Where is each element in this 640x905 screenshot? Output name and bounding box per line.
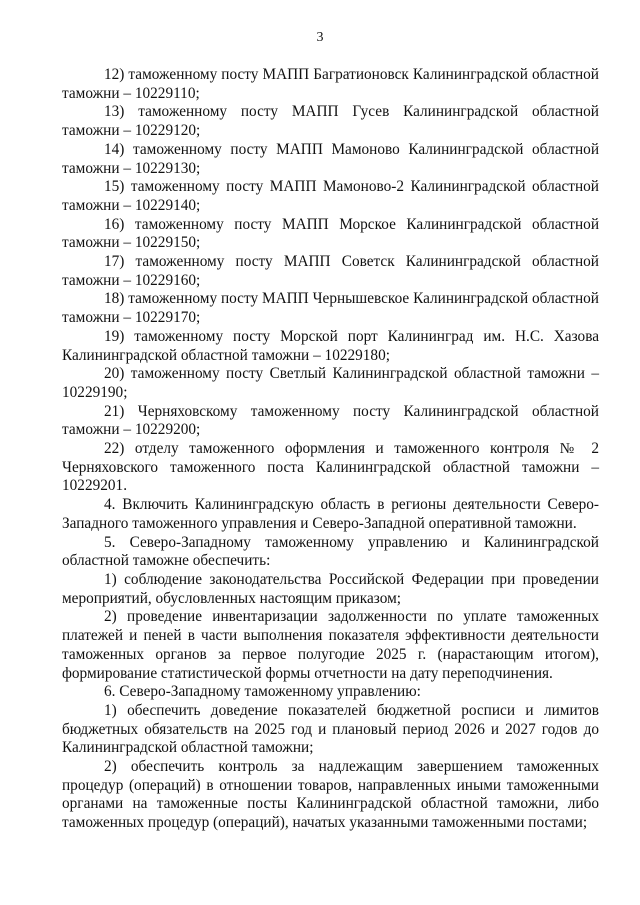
paragraph-section-6-item-1: 1) обеспечить доведение показателей бюджетной росписи и лимитов бюджетных обязательств на 2025 год и плановый период 2026 и 2027 годов до Калининградской областной таможни;	[62, 701, 599, 757]
paragraph-section-5-item-1: 1) соблюдение законодательства Российской Федерации при проведении мероприятий, обусловленных настоящим приказом;	[62, 570, 599, 607]
paragraph-item-12: 12) таможенному посту МАПП Багратионовск Калининградской областной таможни – 10229110;	[62, 66, 599, 102]
document-body	[62, 66, 599, 833]
paragraph-section-5: 5. Северо-Западному таможенному управлению и Калининградской областной таможне обеспечить:	[62, 533, 599, 570]
paragraph-item-18: 18) таможенному посту МАПП Чернышевское Калининградской областной таможни – 10229170;	[62, 290, 599, 327]
paragraph-item-16: 16) таможенному посту МАПП Морское Калининградской областной таможни – 10229150;	[62, 215, 599, 252]
paragraph-item-15: 15) таможенному посту МАПП Мамоново-2 Калининградской областной таможни – 10229140;	[62, 178, 599, 214]
paragraph-item-21: 21) Черняховскому таможенному посту Калининградской областной таможни – 10229200;	[62, 402, 599, 439]
paragraph-item-22: 22) отделу таможенного оформления и таможенного контроля № 2 Черняховского таможенного поста Калининградской областной таможни – 10229201.	[62, 440, 599, 495]
paragraph-item-20: 20) таможенному посту Светлый Калининградской областной таможни – 10229190;	[62, 365, 599, 401]
paragraph-section-6: 6. Северо-Западному таможенному управлению:	[104, 683, 421, 701]
paragraph-item-14: 14) таможенному посту МАПП Мамоново Калининградской областной таможни – 10229130;	[62, 140, 599, 177]
paragraph-section-6-item-2: 2) обеспечить контроль за надлежащим завершением таможенных процедур (операций) в отношении товаров, направленных иными таможенными органами на таможенные посты Калининградской областной таможни, либо таможенных процедур (операций), начатых указанными таможенными постами;	[62, 758, 599, 832]
paragraph-item-17: 17) таможенному посту МАПП Советск Калининградской областной таможни – 10229160;	[62, 253, 599, 289]
page-number: 3	[316, 30, 324, 45]
paragraph-section-5-item-2: 2) проведение инвентаризации задолженности по уплате таможенных платежей и пеней в части выполнения показателя эффективности деятельности таможенных органов за первое полугодие 2025 г. (нарастающим итогом), формирование статистической формы отчетности на дату переподчинения.	[62, 608, 599, 682]
paragraph-item-19: 19) таможенному посту Морской порт Калининград им. Н.С. Хазова Калининградской областной таможни – 10229180;	[62, 327, 599, 364]
paragraph-section-4: 4. Включить Калининградскую область в регионы деятельности Северо-Западного таможенного управления и Северо-Западной оперативной таможни.	[62, 496, 599, 532]
paragraph-item-13: 13) таможенному посту МАПП Гусев Калининградской областной таможни – 10229120;	[62, 103, 599, 140]
